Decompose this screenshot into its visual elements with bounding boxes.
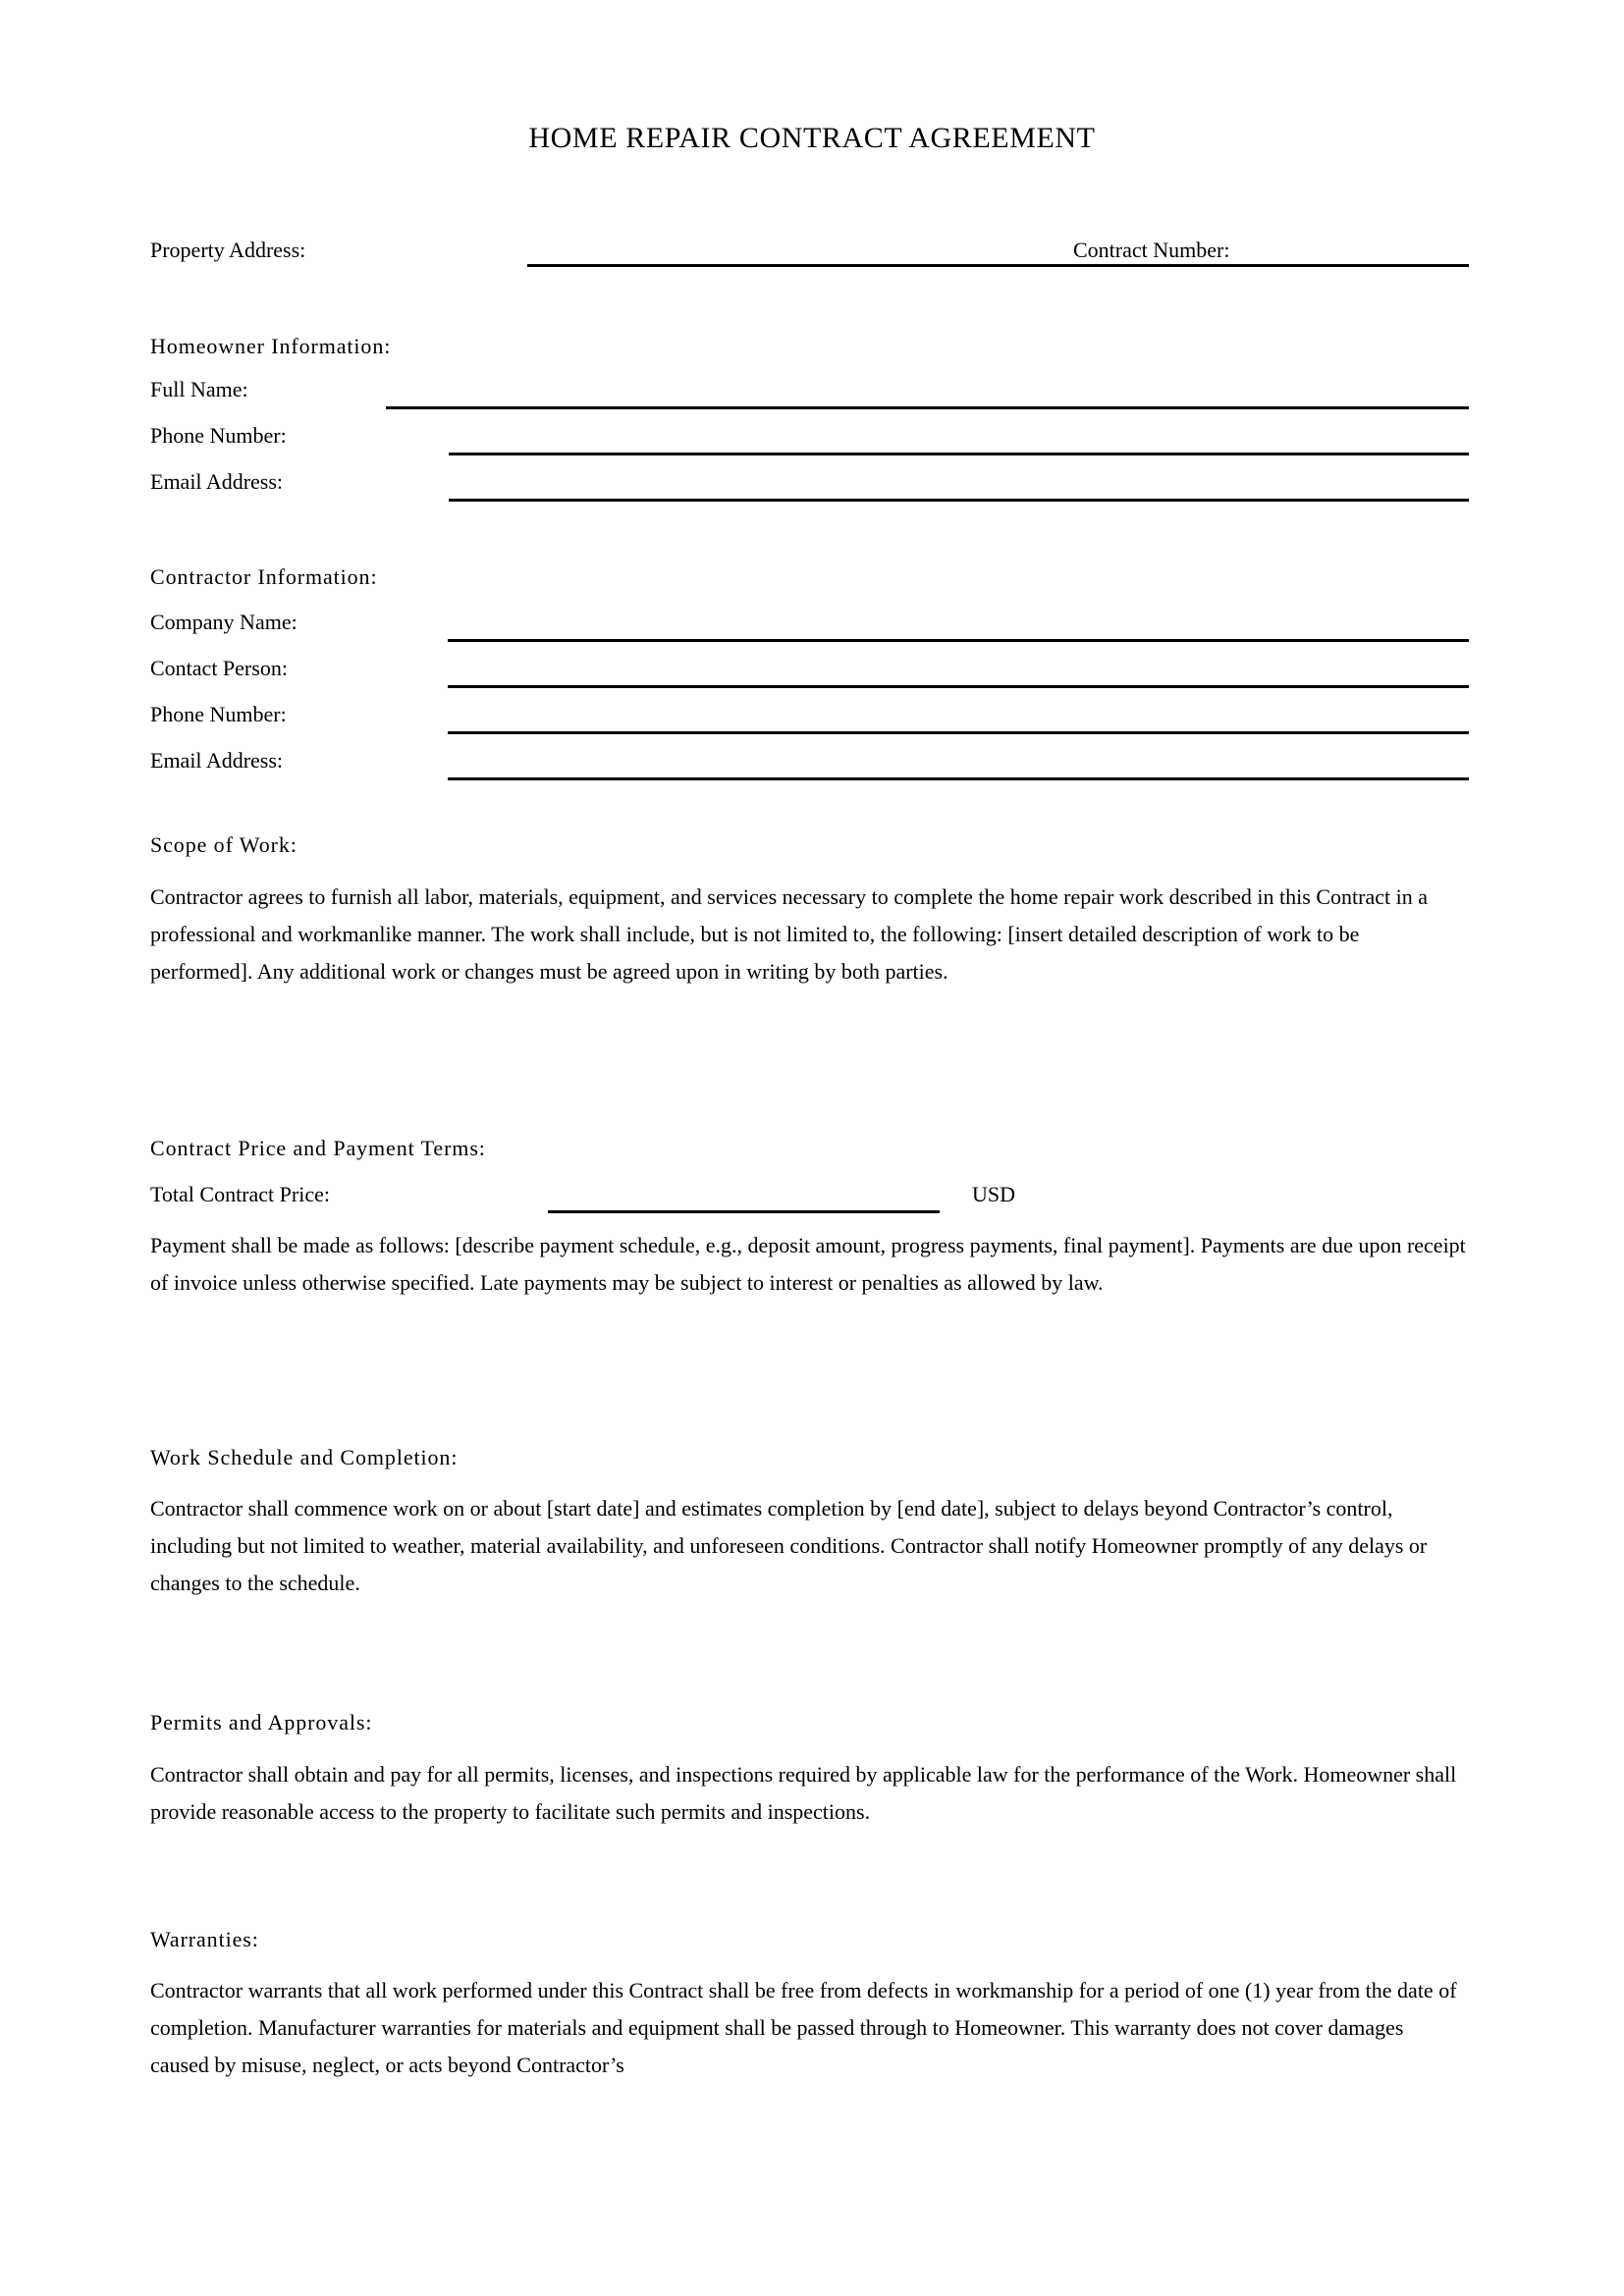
scope-of-work-body [150,879,1466,990]
total-contract-price-label: Total Contract Price: [150,1182,330,1206]
contractor-contact-person-input-line[interactable] [448,685,1469,688]
work-schedule-paragraph: Contractor shall commence work on or about [start date] and estimates completion by [end date], subject to delays beyond Contractor’s control, including but not limited to weather, material availability, and unforeseen conditions. Contractor shall notify Homeowner promptly of any delays or changes to the schedule. [150,1496,1428,1595]
permits-heading: Permits and Approvals: [150,1710,373,1735]
homeowner-full-name-input-line[interactable] [386,406,1469,409]
work-schedule-body [150,1490,1466,1602]
contractor-phone-label: Phone Number: [150,702,287,726]
contractor-section-heading: Contractor Information: [150,564,378,589]
contractor-company-name-input-line[interactable] [448,639,1469,642]
contractor-email-label: Email Address: [150,748,284,773]
contract-price-heading: Contract Price and Payment Terms: [150,1136,486,1160]
payment-terms-paragraph: Payment shall be made as follows: [describe payment schedule, e.g., deposit amount, progress payments, final payment]. Payments are due upon receipt of invoice unless otherwise specified. Late payments may be subject to interest or penalties as allowed by law. [150,1233,1466,1295]
scope-of-work-paragraph: Contractor agrees to furnish all labor, materials, equipment, and services necessary to complete the home repair work described in this Contract in a professional and workmanlike manner. The work shall include, but is not limited to, the following: [insert detailed description of work to be performed]. Any additional work or changes must be agreed upon in writing by both parties. [150,884,1428,984]
contract-number-label: Contract Number: [1073,238,1230,262]
work-schedule-heading: Work Schedule and Completion: [150,1445,459,1469]
permits-body [150,1756,1466,1831]
homeowner-full-name-label: Full Name: [150,377,248,401]
contractor-company-name-label: Company Name: [150,610,298,634]
currency-label: USD [972,1182,1016,1206]
warranties-body [150,1972,1466,2084]
homeowner-email-label: Email Address: [150,469,284,494]
permits-paragraph: Contractor shall obtain and pay for all permits, licenses, and inspections required by applicable law for the performance of the Work. Homeowner shall provide reasonable access to the property to facilitate such permits and inspections. [150,1762,1457,1824]
property-address-input-line[interactable] [527,264,1469,267]
homeowner-phone-input-line[interactable] [449,453,1469,455]
warranties-paragraph: Contractor warrants that all work performed under this Contract shall be free from defects in workmanship for a period of one (1) year from the date of completion. Manufacturer warranties for materials and equipment shall be passed through to Homeowner. This warranty does not cover damages caused by misuse, neglect, or acts beyond Contractor’s [150,1978,1457,2077]
total-contract-price-input-line[interactable] [548,1210,940,1213]
scope-of-work-heading: Scope of Work: [150,832,298,857]
contractor-contact-person-label: Contact Person: [150,656,288,680]
homeowner-section-heading: Homeowner Information: [150,334,392,358]
page-title: HOME REPAIR CONTRACT AGREEMENT [528,122,1096,154]
property-address-label: Property Address: [150,238,306,262]
homeowner-email-input-line[interactable] [449,499,1469,502]
warranties-heading: Warranties: [150,1927,259,1951]
payment-terms-body [150,1227,1466,1302]
contractor-phone-input-line[interactable] [448,731,1469,734]
contractor-email-input-line[interactable] [448,777,1469,780]
homeowner-phone-label: Phone Number: [150,423,287,448]
